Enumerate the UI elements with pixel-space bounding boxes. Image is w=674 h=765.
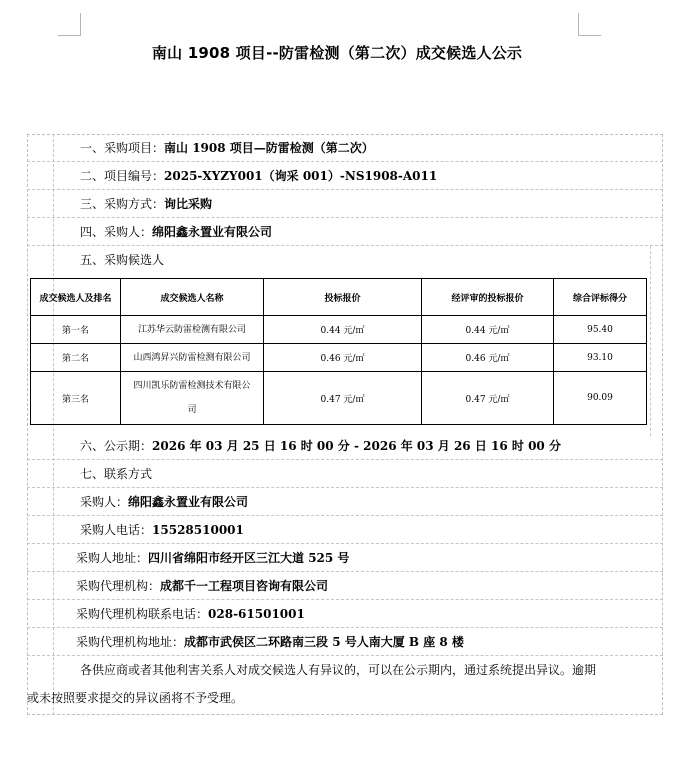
cell-name: 山西鸿昇兴防雷检测有限公司 [121, 344, 264, 372]
buyer-label: 四、采购人： [80, 225, 153, 239]
candidates-label: 五、采购候选人 [80, 253, 165, 267]
item-project [27, 134, 663, 162]
project-value: 南山 1908 项目—防雷检测（第二次） [164, 141, 374, 155]
address-label: 采购人地址： [76, 551, 149, 565]
header-score: 综合评标得分 [554, 279, 647, 316]
cell-bid: 0.44 元/㎡ [264, 316, 422, 344]
phone-value: 15528510001 [152, 523, 244, 537]
agency-phone-label: 采购代理机构联系电话： [76, 607, 209, 621]
item-agency [27, 572, 663, 600]
cell-reviewed-bid: 0.47 元/㎡ [422, 372, 554, 425]
table-row [31, 344, 647, 372]
objection-notice [27, 656, 663, 712]
notice-line2: 或未按照要求提交的异议函将不予受理。 [27, 691, 244, 705]
cell-score: 95.40 [554, 316, 647, 344]
header-name: 成交候选人名称 [121, 279, 264, 316]
cell-reviewed-bid: 0.44 元/㎡ [422, 316, 554, 344]
item-candidates [27, 246, 663, 274]
guide-right [650, 246, 651, 436]
cell-rank: 第一名 [31, 316, 121, 344]
document-title: 南山 1908 项目--防雷检测（第二次）成交候选人公示 [151, 44, 523, 62]
agency-address-label: 采购代理机构地址： [76, 635, 185, 649]
address-value: 四川省绵阳市经开区三江大道 525 号 [148, 551, 350, 565]
cell-bid: 0.46 元/㎡ [264, 344, 422, 372]
cell-bid: 0.47 元/㎡ [264, 372, 422, 425]
table-row [31, 372, 647, 425]
cell-reviewed-bid: 0.46 元/㎡ [422, 344, 554, 372]
candidate-table [30, 278, 647, 425]
cell-name-line2: 司 [187, 405, 197, 415]
contact-label: 七、联系方式 [80, 467, 153, 481]
cell-name-line1: 四川凯乐防雷检测技术有限公 [133, 381, 251, 391]
table-header-row [31, 279, 647, 316]
page-corner-mark-left [58, 13, 81, 36]
cell-rank: 第二名 [31, 344, 121, 372]
item-code [27, 162, 663, 190]
header-reviewed-bid: 经评审的投标报价 [422, 279, 554, 316]
item-period [27, 432, 663, 460]
item-contact-buyer [27, 488, 663, 516]
method-value: 询比采购 [164, 197, 213, 211]
agency-address-value: 成都市武侯区二环路南三段 5 号人南大厦 B 座 8 楼 [184, 635, 464, 649]
item-method [27, 190, 663, 218]
item-contact [27, 460, 663, 488]
code-value: 2025-XYZY001（询采 001）-NS1908-A011 [164, 169, 438, 183]
code-label: 二、项目编号： [80, 169, 165, 183]
agency-value: 成都千一工程项目咨询有限公司 [160, 579, 329, 593]
cell-rank: 第三名 [31, 372, 121, 425]
item-buyer [27, 218, 663, 246]
buyer-value: 绵阳鑫永置业有限公司 [152, 225, 273, 239]
cell-score: 93.10 [554, 344, 647, 372]
project-label: 一、采购项目： [80, 141, 165, 155]
notice-line1: 各供应商或者其他利害关系人对成交候选人有异议的，可以在公示期内，通过系统提出异议。逾期 [80, 663, 597, 677]
header-bid: 投标报价 [264, 279, 422, 316]
table-row [31, 316, 647, 344]
contact-buyer-value: 绵阳鑫永置业有限公司 [128, 495, 249, 509]
cell-score: 90.09 [554, 372, 647, 425]
header-rank: 成交候选人及排名 [31, 279, 121, 316]
agency-label: 采购代理机构： [76, 579, 161, 593]
item-phone [27, 516, 663, 544]
period-value: 2026 年 03 月 25 日 16 时 00 分 - 2026 年 03 月 26 日 16 时 00 分 [152, 439, 561, 453]
contact-buyer-label: 采购人： [80, 495, 129, 509]
item-address [27, 544, 663, 572]
method-label: 三、采购方式： [80, 197, 165, 211]
item-agency-phone [27, 600, 663, 628]
phone-label: 采购人电话： [80, 523, 153, 537]
agency-phone-value: 028-61501001 [208, 607, 305, 621]
period-label: 六、公示期： [80, 439, 153, 453]
page-corner-mark-right [578, 13, 601, 36]
item-agency-address [27, 628, 663, 656]
cell-name [121, 372, 264, 425]
cell-name: 江苏华云防雷检测有限公司 [121, 316, 264, 344]
